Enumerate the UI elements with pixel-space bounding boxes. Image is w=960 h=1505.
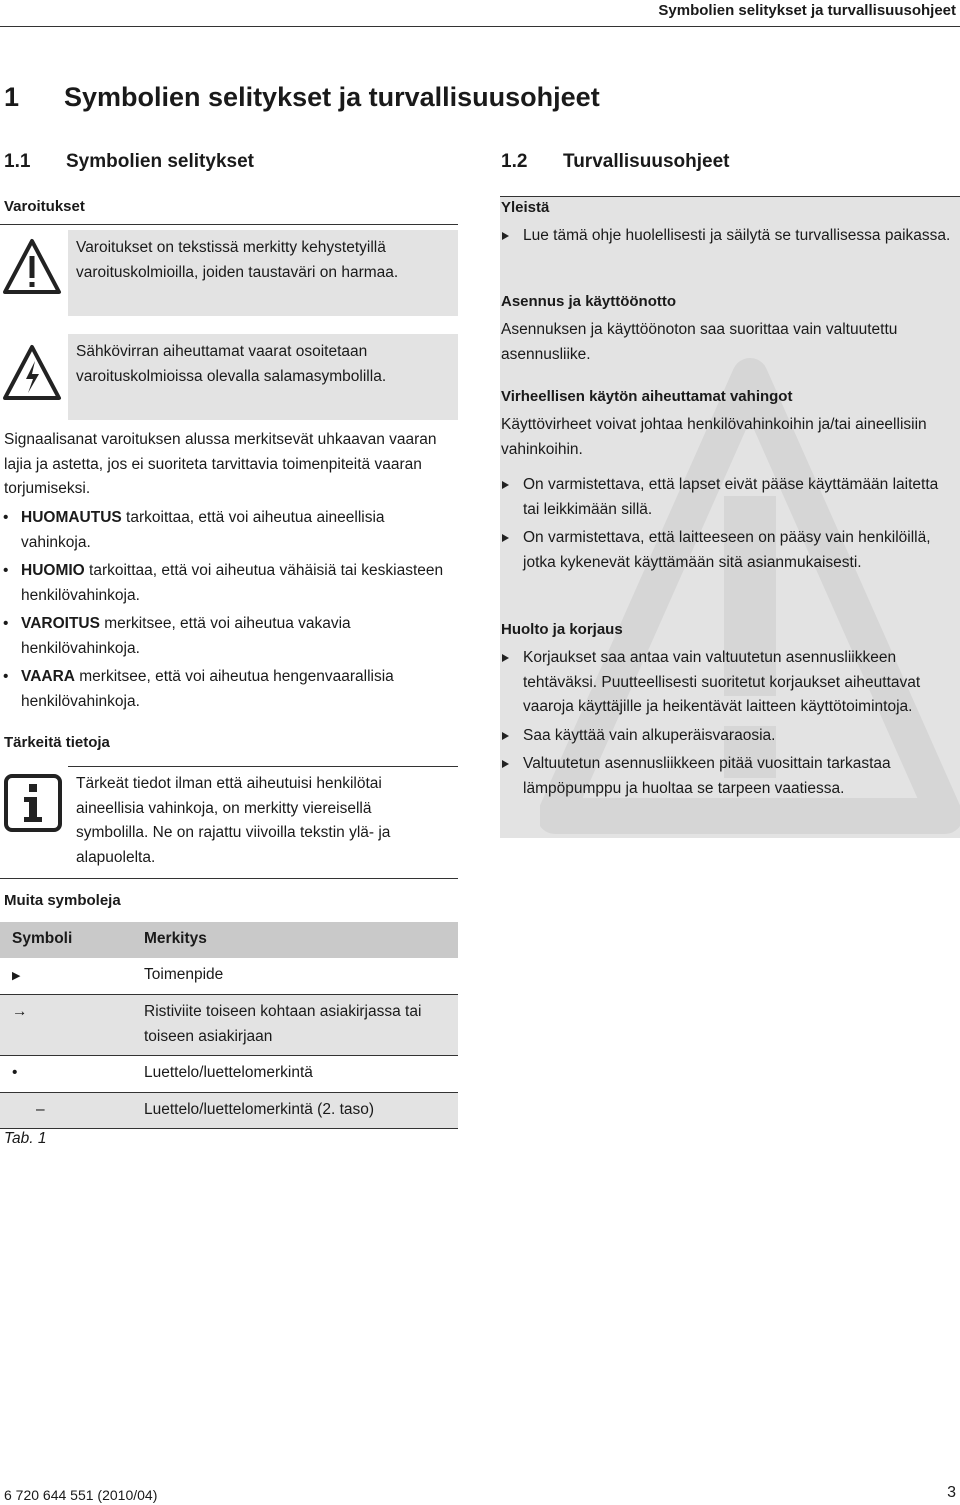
page-number: 3	[947, 1484, 956, 1501]
service-list	[501, 646, 956, 805]
list-item	[501, 526, 956, 575]
list-item-text: On varmistettava, että laitteeseen on pääsy vain henkilöillä, jotka kykenevät käyttämään sitä asianmukaisesti.	[523, 529, 931, 571]
action-arrow-icon	[502, 760, 509, 768]
divider	[0, 224, 458, 225]
meaning-cell: Ristiviite toiseen kohtaan asiakirjassa tai toiseen asiakirjaan	[144, 995, 458, 1056]
signal-term: VAARA	[21, 668, 75, 685]
list-item	[0, 559, 456, 608]
list-item-text: On varmistettava, että lapset eivät pääse käyttämään laitetta tai leikkimään sillä.	[523, 476, 939, 518]
bullet-icon: •	[3, 509, 9, 526]
bullet-icon: •	[3, 615, 9, 632]
table-row	[0, 958, 458, 995]
warning-block-general	[0, 230, 458, 316]
column-header-meaning: Merkitys	[144, 922, 458, 958]
warning-block-electric	[0, 334, 458, 420]
signal-text: tarkoittaa, että voi aiheutua aineellisia vahinkoja.	[21, 509, 385, 551]
chapter-title-text: Symbolien selitykset ja turvallisuusohjeet	[64, 82, 600, 112]
warnings-heading: Varoitukset	[4, 198, 85, 215]
table-header-row	[0, 922, 458, 958]
signal-term: HUOMAUTUS	[21, 509, 122, 526]
installation-text: Asennuksen ja käyttöönoton saa suorittaa vain valtuutettu asennusliike.	[501, 321, 898, 363]
column-header-symbol: Symboli	[0, 922, 144, 958]
section-title: Turvallisuusohjeet	[563, 151, 730, 172]
service-heading: Huolto ja korjaus	[501, 621, 623, 638]
list-item	[501, 724, 956, 749]
action-arrow-icon	[502, 732, 509, 740]
dash-icon: –	[36, 1100, 45, 1118]
list-item	[501, 752, 956, 801]
symbol-cell	[0, 1056, 144, 1093]
section-title: Symbolien selitykset	[66, 151, 254, 172]
signal-term: VAROITUS	[21, 615, 100, 632]
document-number: 6 720 644 551 (2010/04)	[4, 1487, 158, 1503]
misuse-list	[501, 473, 956, 579]
chapter-title	[4, 82, 600, 113]
section-number: 1.1	[4, 151, 31, 172]
action-arrow-icon	[502, 232, 509, 240]
action-arrow-icon: ▶	[12, 969, 21, 982]
meaning-cell: Toimenpide	[144, 965, 224, 983]
other-symbols-heading: Muita symboleja	[4, 892, 121, 909]
list-item	[501, 473, 956, 522]
section-heading-1-2	[501, 151, 729, 173]
panel-top-rule	[500, 196, 960, 197]
signal-term: HUOMIO	[21, 562, 85, 579]
section-number: 1.2	[501, 151, 528, 172]
misuse-text: Käyttövirheet voivat johtaa henkilövahinkoihin ja/tai aineellisiin vahinkoihin.	[501, 416, 927, 458]
general-list	[501, 224, 953, 253]
electric-warning-triangle-icon	[2, 344, 62, 407]
list-item	[501, 646, 956, 720]
cross-reference-arrow-icon: →	[12, 1003, 28, 1020]
chapter-number: 1	[4, 82, 20, 112]
symbol-cell	[0, 995, 144, 1056]
warning-triangle-icon	[2, 238, 62, 301]
info-top-rule	[68, 766, 458, 767]
safety-panel	[500, 196, 960, 838]
misuse-heading: Virheellisen käytön aiheuttamat vahingot	[501, 388, 793, 405]
signal-text: tarkoittaa, että voi aiheutua vähäisiä tai keskiasteen henkilövahinkoja.	[21, 562, 444, 604]
list-item	[0, 612, 456, 661]
meaning-cell: Luettelo/luettelomerkintä (2. taso)	[144, 1092, 458, 1129]
list-item-text: Korjaukset saa antaa vain valtuutetun asennusliikkeen tehtäväksi. Puutteellisesti suoritetut korjaukset aiheuttavat vaaroja käyttäjille ja heikentävät laitteen käyttötoimintoja.	[523, 649, 921, 715]
list-item-text: Valtuutetun asennusliikkeen pitää vuosittain tarkastaa lämpöpumppu ja huoltaa se tarpeen vaatiessa.	[523, 755, 891, 797]
table-caption: Tab. 1	[4, 1130, 47, 1147]
running-header: Symbolien selitykset ja turvallisuusohjeet	[658, 2, 956, 19]
warning-electric-text: Sähkövirran aiheuttamat vaarat osoitetaan varoituskolmioissa olevalla salamasymbolilla.	[76, 343, 387, 385]
symbols-table	[0, 922, 458, 1129]
header-rule	[0, 26, 960, 27]
symbol-cell	[0, 1092, 144, 1129]
list-item-text: Lue tämä ohje huolellisesti ja säilytä se turvallisessa paikassa.	[523, 227, 951, 244]
table-row	[0, 1092, 458, 1129]
info-bottom-rule	[0, 878, 458, 879]
bullet-icon: •	[3, 668, 9, 685]
action-arrow-icon	[502, 534, 509, 542]
symbol-cell	[0, 958, 144, 995]
action-arrow-icon	[502, 481, 509, 489]
table-row	[0, 995, 458, 1056]
list-item	[0, 506, 456, 555]
important-info-heading: Tärkeitä tietoja	[4, 734, 110, 751]
signal-text: merkitsee, että voi aiheutua vakavia henkilövahinkoja.	[21, 615, 351, 657]
signal-words-list	[0, 506, 456, 718]
bullet-icon: •	[3, 562, 9, 579]
signal-text: merkitsee, että voi aiheutua hengenvaarallisia henkilövahinkoja.	[21, 668, 394, 710]
info-icon	[4, 774, 62, 837]
list-item-text: Saa käyttää vain alkuperäisvaraosia.	[523, 726, 776, 744]
section-heading-1-1	[4, 151, 254, 173]
list-item	[501, 224, 953, 249]
installation-heading: Asennus ja käyttöönotto	[501, 293, 677, 310]
bullet-icon: •	[12, 1064, 18, 1081]
important-info-text: Tärkeät tiedot ilman että aiheutuisi henkilötai aineellisia vahinkoja, on merkitty viereisellä symbolilla. Ne on rajattu viivoilla tekstin ylä- ja alapuolelta.	[76, 775, 391, 866]
signal-words-intro: Signaalisanat varoituksen alussa merkitsevät uhkaavan vaaran lajia ja astetta, jos ei suoriteta tarvittavia toimenpiteitä vaaran torjumiseksi.	[4, 431, 437, 497]
warning-general-text: Varoitukset on tekstissä merkitty kehystetyillä varoituskolmioilla, joiden taustaväri on harmaa.	[76, 239, 399, 281]
list-item	[0, 665, 456, 714]
meaning-cell: Luettelo/luettelomerkintä	[144, 1064, 313, 1081]
table-row	[0, 1056, 458, 1093]
action-arrow-icon	[502, 654, 509, 662]
general-heading: Yleistä	[501, 199, 550, 216]
